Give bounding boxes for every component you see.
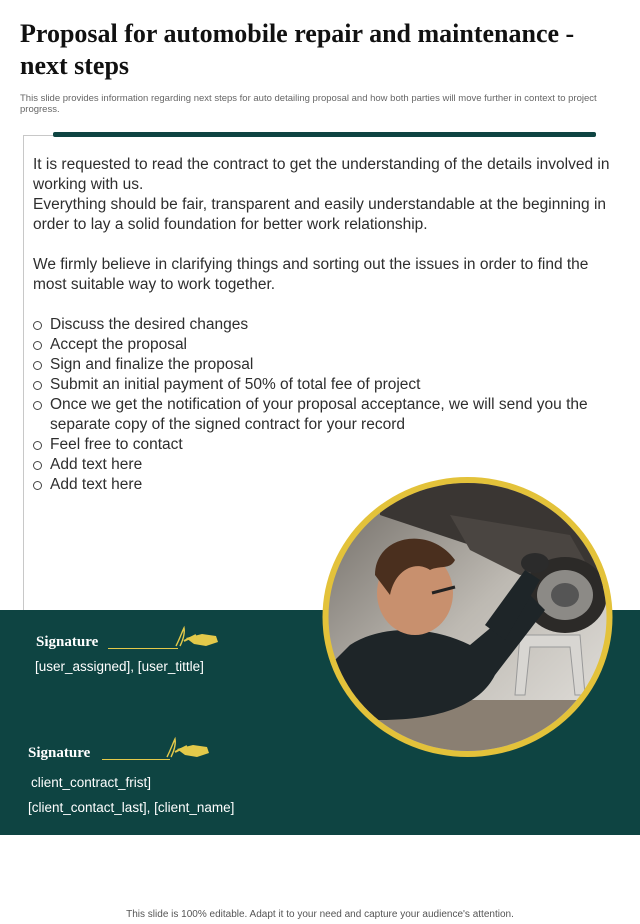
intro-paragraph-3: We firmly believe in clarifying things and sorting out the issues in order to find the most suitable way to work together. xyxy=(33,256,589,293)
signature-label-1: Signature xyxy=(36,634,99,650)
signing-hand-icon xyxy=(172,624,222,650)
bullet-circle-icon xyxy=(33,361,42,370)
bullet-circle-icon xyxy=(33,381,42,390)
bullet-circle-icon xyxy=(33,341,42,350)
list-item: Discuss the desired changes xyxy=(33,315,613,335)
content-block xyxy=(33,155,613,495)
list-item: Feel free to contact xyxy=(33,435,613,455)
bullet-circle-icon xyxy=(33,441,42,450)
bullet-circle-icon xyxy=(33,481,42,490)
next-steps-list xyxy=(33,315,613,495)
signature-line-1 xyxy=(108,648,178,649)
signature-label-2: Signature xyxy=(28,745,91,761)
list-item: Submit an initial payment of 50% of total fee of project xyxy=(33,375,613,395)
list-item: Add text here xyxy=(33,455,613,475)
intro-paragraph-2: Everything should be fair, transparent and easily understandable at the beginning in order to lay a solid foundation for better work relationship. xyxy=(33,196,607,233)
bullet-circle-icon xyxy=(33,401,42,410)
intro-paragraph-1: It is requested to read the contract to get the understanding of the details involved in working with us. xyxy=(33,156,610,193)
signature-client-line-2: [client_contact_last], [client_name] xyxy=(28,800,235,815)
signature-user-line: [user_assigned], [user_tittle] xyxy=(35,659,204,674)
mechanic-photo xyxy=(320,475,615,759)
list-item: Add text here xyxy=(33,475,613,495)
bullet-circle-icon xyxy=(33,461,42,470)
bullet-circle-icon xyxy=(33,321,42,330)
signature-line-2 xyxy=(102,759,170,760)
accent-bar xyxy=(53,132,596,137)
list-item: Once we get the notification of your proposal acceptance, we will send you the separate copy of the signed contract for your record xyxy=(33,395,610,435)
top-divider-line xyxy=(23,135,53,136)
list-item: Sign and finalize the proposal xyxy=(33,355,613,375)
signing-hand-icon xyxy=(163,735,213,761)
page-subtitle: This slide provides information regarding next steps for auto detailing proposal and how both parties will move further in context to project progress. xyxy=(20,93,597,115)
page-title: Proposal for automobile repair and maintenance - next steps xyxy=(20,19,575,80)
signature-client-line-1: client_contract_frist] xyxy=(31,775,152,790)
footer-note: This slide is 100% editable. Adapt it to your need and capture your audience's attention. xyxy=(126,909,514,920)
list-item: Accept the proposal xyxy=(33,335,613,355)
